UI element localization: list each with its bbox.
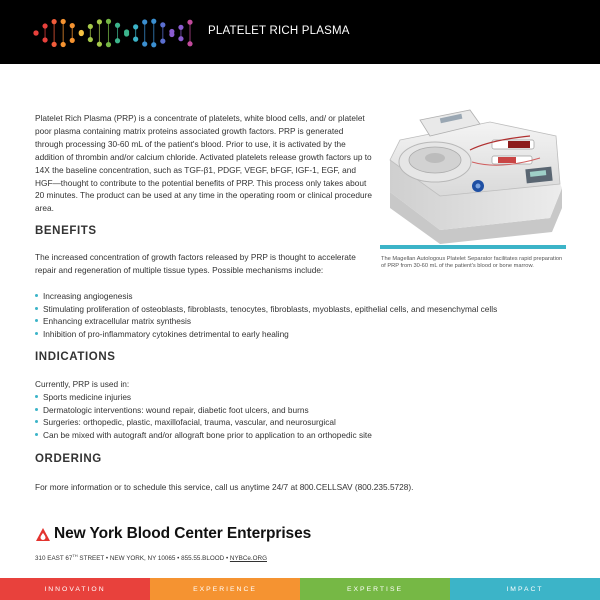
- device-photo: [380, 100, 566, 246]
- dna-node: [133, 37, 138, 42]
- dna-node: [52, 42, 57, 47]
- dna-node: [42, 37, 47, 42]
- benefits-intro: The increased concentration of growth factors released by PRP is thought to accelerate repair and regeneration of multiple tissue types. Possible mechanisms include:: [35, 252, 356, 275]
- list-item: Sports medicine injuries: [35, 391, 372, 404]
- indications-intro: Currently, PRP is used in:: [35, 379, 130, 389]
- bullet-icon: [35, 319, 38, 322]
- photo-caption: The Magellan Autologous Platelet Separator facilitates rapid preparation of PRP from 30-60 mL of the patient's blood or bone marrow.: [381, 256, 563, 270]
- footer-tab-expertise[interactable]: EXPERTISE: [300, 578, 450, 600]
- dna-node: [160, 22, 165, 27]
- list-item: Increasing angiogenesis: [35, 290, 497, 303]
- dna-node: [115, 38, 120, 43]
- header-banner: [0, 0, 600, 64]
- blood-drop-logo-icon: [35, 527, 51, 543]
- dna-node: [178, 25, 183, 30]
- dna-node: [160, 39, 165, 44]
- footer-tab-experience[interactable]: EXPERIENCE: [150, 578, 300, 600]
- dna-node: [133, 24, 138, 29]
- footer-tab-innovation[interactable]: INNOVATION: [0, 578, 150, 600]
- dna-node: [88, 37, 93, 42]
- dna-node: [115, 23, 120, 28]
- dna-node: [124, 31, 129, 36]
- dna-node: [97, 42, 102, 47]
- dna-helix-logo: [32, 16, 194, 50]
- bullet-icon: [35, 408, 38, 411]
- list-item: Surgeries: orthopedic, plastic, maxillofacial, trauma, vascular, and neurosurgical: [35, 416, 372, 429]
- dna-node: [97, 19, 102, 24]
- page-title: PLATELET RICH PLASMA: [208, 25, 350, 37]
- dna-node: [70, 23, 75, 28]
- list-item: Dermatologic interventions: wound repair, diabetic foot ulcers, and burns: [35, 404, 372, 417]
- benefits-heading: BENEFITS: [35, 225, 97, 237]
- benefits-list: [35, 290, 497, 340]
- footer-bar: [0, 578, 600, 600]
- dna-node: [88, 24, 93, 29]
- dna-node: [42, 23, 47, 28]
- organization-name: New York Blood Center Enterprises: [54, 525, 312, 542]
- list-item: Can be mixed with autograft and/or allograft bone prior to application to an orthopedic site: [35, 429, 372, 442]
- list-item: Enhancing extracellular matrix synthesis: [35, 315, 497, 328]
- bullet-icon: [35, 294, 38, 297]
- website-link[interactable]: NYBCe.ORG: [229, 555, 267, 563]
- bullet-icon: [35, 395, 38, 398]
- dna-node: [106, 42, 111, 47]
- footer-tab-impact[interactable]: IMPACT: [450, 578, 600, 600]
- ordering-text: For more information or to schedule this service, call us anytime 24/7 at 800.CELLSAV (800.235.5728).: [35, 482, 414, 492]
- dna-node: [61, 42, 66, 47]
- dna-node: [52, 19, 57, 24]
- dna-node: [142, 41, 147, 46]
- photo-accent-bar: [380, 245, 566, 249]
- bullet-icon: [35, 332, 38, 335]
- dna-node: [151, 19, 156, 24]
- dna-node: [178, 36, 183, 41]
- dna-node: [33, 30, 38, 35]
- dna-node: [142, 19, 147, 24]
- dna-node: [187, 20, 192, 25]
- dna-node: [169, 29, 174, 34]
- indications-list: [35, 391, 372, 441]
- list-item: Stimulating proliferation of osteoblasts, fibroblasts, tenocytes, fibroblasts, myoblasts, epithelial cells, and mesenchymal cells: [35, 303, 497, 316]
- dna-node: [70, 38, 75, 43]
- list-item: Inhibition of pro-inflammatory cytokines detrimental to early healing: [35, 328, 497, 341]
- dna-node: [187, 41, 192, 46]
- dna-node: [106, 19, 111, 24]
- ordering-heading: ORDERING: [35, 453, 102, 465]
- address-line: 310 EAST 67TH STREET • NEW YORK, NY 10065 • 855.55.BLOOD • NYBCe.ORG: [35, 553, 267, 563]
- dna-node: [61, 19, 66, 24]
- bullet-icon: [35, 307, 38, 310]
- dna-node: [151, 42, 156, 47]
- bullet-icon: [35, 420, 38, 423]
- dna-node: [79, 30, 84, 35]
- intro-paragraph: Platelet Rich Plasma (PRP) is a concentrate of platelets, white blood cells, and/ or platelet poor plasma containing matrix proteins associated growth factors. PRP is generated through processing 30-60 mL of the patient's blood. Prior to use, it is activated by the addition of thrombin and/or calcium chloride. Activated platelets release growth factors up to 14X the baseline concentration, such as TGF-β1, PDGF, VEGF, bFGF, IGF-1, EGF, and HGF—thought to contribute to the potential benefits of PRP. This process only takes about 20 minutes. The product can be used at any time in the operating room or clinical procedure area.: [35, 113, 372, 214]
- indications-heading: INDICATIONS: [35, 351, 116, 363]
- bullet-icon: [35, 433, 38, 436]
